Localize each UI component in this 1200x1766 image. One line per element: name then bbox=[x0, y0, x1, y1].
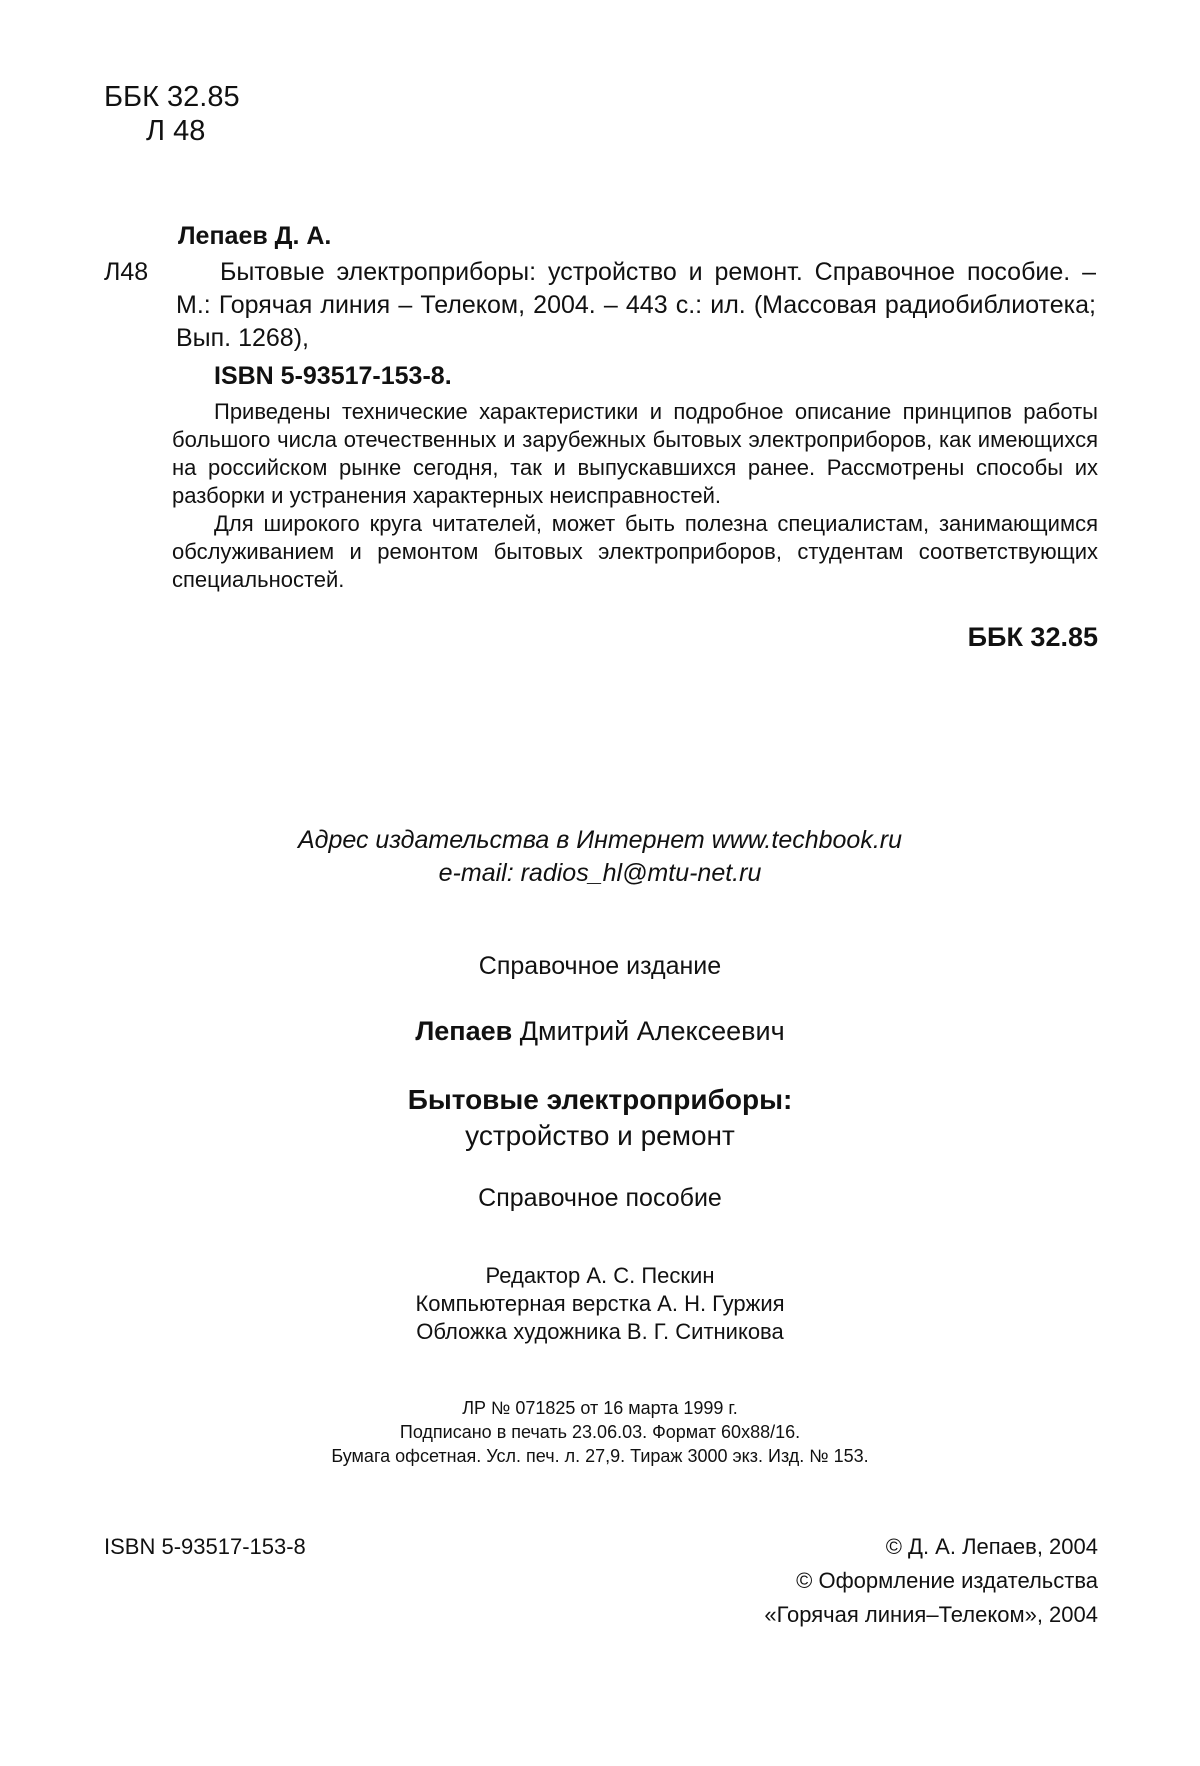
copyright-author: © Д. А. Лепаев, 2004 bbox=[885, 1534, 1098, 1559]
book-title bbox=[0, 1082, 1200, 1154]
isbn-bottom: ISBN 5-93517-153-8 bbox=[104, 1534, 306, 1559]
copyright-publisher: «Горячая линия–Телеком», 2004 bbox=[764, 1602, 1098, 1627]
credit-editor: Редактор А. С. Пескин bbox=[485, 1263, 715, 1288]
credit-cover: Обложка художника В. Г. Ситникова bbox=[416, 1319, 784, 1344]
publisher-email: e-mail: radios_hl@mtu-net.ru bbox=[438, 859, 762, 887]
bbk-index-block bbox=[104, 80, 240, 148]
author-surname: Лепаев bbox=[415, 1016, 513, 1046]
author-given-names: Дмитрий Алексеевич bbox=[519, 1016, 785, 1046]
publisher-web bbox=[0, 824, 1200, 890]
book-title-subtitle: устройство и ремонт bbox=[465, 1120, 735, 1151]
annotation-paragraph: Приведены технические характеристики и подробное описание принципов работы большого числа отечественных и зарубежных бытовых электроприборов, как имеющихся на российском рынке сегодня, так и выпускавшихся ранее. Рассмотрены способы их разборки и устранения характерных неисправностей. bbox=[172, 399, 1098, 508]
copyright-design: © Оформление издательства bbox=[796, 1568, 1098, 1593]
license-number: ЛР № 071825 от 16 марта 1999 г. bbox=[462, 1398, 738, 1418]
bibliographic-entry bbox=[176, 256, 1096, 355]
author-fullname bbox=[0, 1016, 1200, 1047]
author-code: Л48 bbox=[104, 258, 149, 286]
annotation-paragraph: Для широкого круга читателей, может быть полезна специалистам, занимающимся обслуживанием и ремонтом бытовых электроприборов, студентам соответствующих специальностей. bbox=[172, 511, 1098, 592]
credits bbox=[0, 1262, 1200, 1346]
author-heading: Лепаев Д. А. bbox=[178, 222, 332, 250]
credit-layout: Компьютерная верстка А. Н. Гуржия bbox=[415, 1291, 785, 1316]
author-sign: Л 48 bbox=[146, 115, 206, 147]
edition-type: Справочное издание bbox=[478, 952, 722, 980]
print-details bbox=[0, 1396, 1200, 1468]
annotation bbox=[172, 398, 1098, 594]
print-signed: Подписано в печать 23.06.03. Формат 60х88/16. bbox=[399, 1422, 801, 1442]
publication-type: Справочное пособие bbox=[478, 1184, 722, 1212]
bibliographic-description: Бытовые электроприборы: устройство и ремонт. Справочное пособие. – М.: Горячая линия – Телеком, 2004. – 443 с.: ил. (Массовая радиобиблиотека; Вып. 1268), bbox=[176, 258, 1096, 352]
bbk-code: ББК 32.85 bbox=[104, 81, 240, 113]
bbk-code-right: ББК 32.85 bbox=[967, 622, 1098, 652]
publisher-website: Адрес издательства в Интернет www.techbook.ru bbox=[297, 826, 903, 854]
print-run: Бумага офсетная. Усл. печ. л. 27,9. Тираж 3000 экз. Изд. № 153. bbox=[331, 1446, 869, 1466]
copyright-block bbox=[764, 1530, 1098, 1632]
isbn-main: ISBN 5-93517-153-8. bbox=[214, 362, 452, 390]
book-title-main: Бытовые электроприборы: bbox=[407, 1084, 793, 1115]
